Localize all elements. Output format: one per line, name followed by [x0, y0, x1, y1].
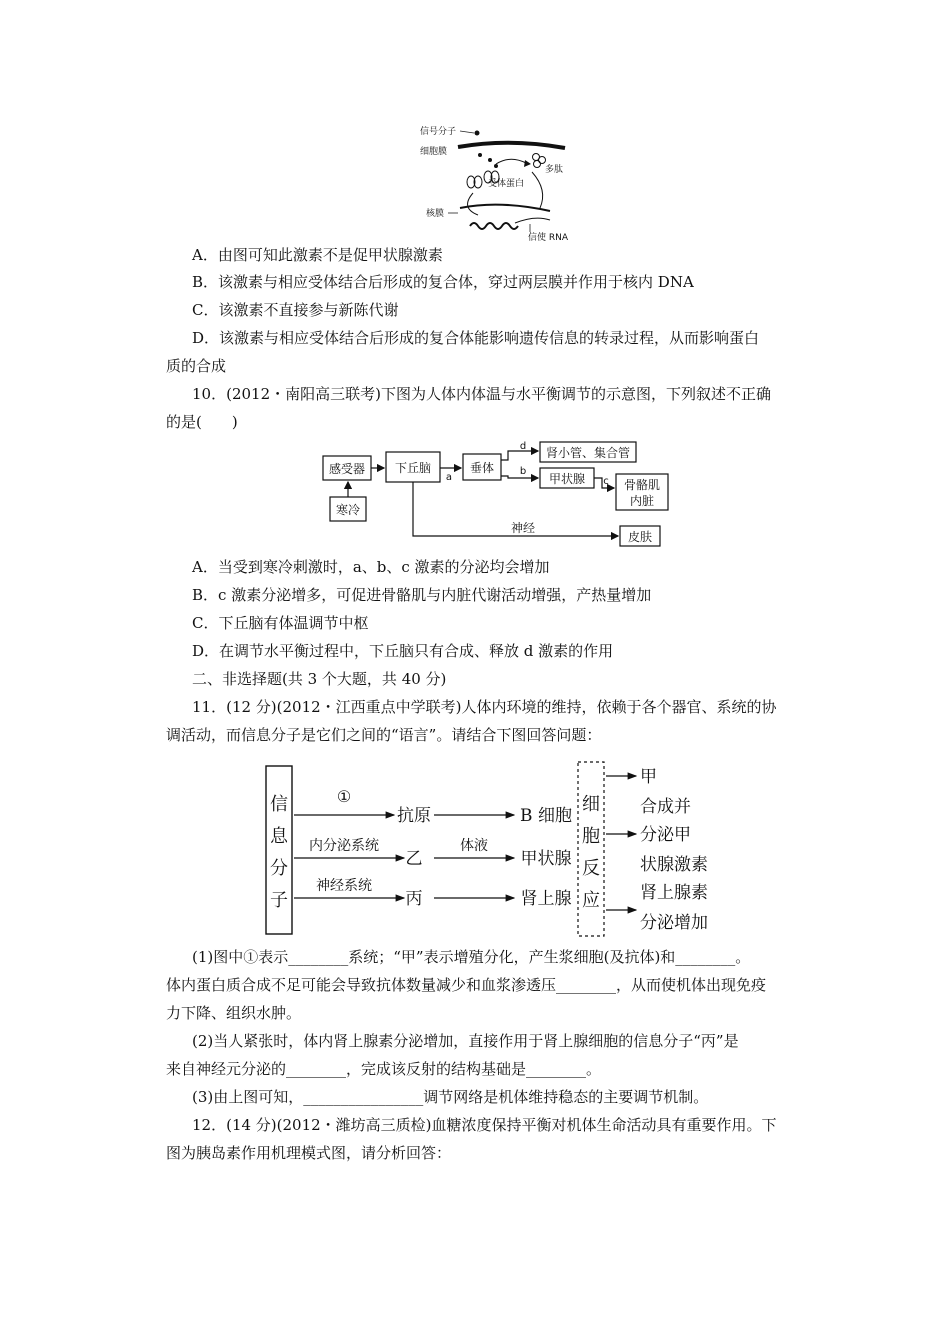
muscle-label: 骨骼肌: [623, 478, 661, 492]
polypeptide-icon: [533, 154, 546, 168]
cell-membrane-icon: [458, 143, 565, 148]
cell-membrane-label: 细胞膜: [420, 147, 448, 157]
q10-stem-line1: 10．(2012・南阳高三联考)下图为人体内体温与水平衡调节的示意图，下列叙述不正确: [192, 385, 771, 403]
q11-part2-line1: (2)当人紧张时，体内肾上腺素分泌增加，直接作用于肾上腺细胞的信息分子“丙”是: [192, 1032, 739, 1050]
cell-char-4: 应: [582, 890, 600, 911]
signal-molecule-label: 信号分子: [420, 127, 457, 137]
q12-stem-line1: 12．(14 分)(2012・潍坊高三质检)血糖浓度保持平衡对机体生命活动具有重要作用。下: [192, 1116, 777, 1134]
arrow-b-label: b: [519, 466, 527, 477]
q9-option-a: A．由图可知此激素不是促甲状腺激素: [192, 246, 443, 264]
mrna-icon: [470, 223, 518, 229]
result-line-3: 分泌甲: [640, 825, 691, 845]
body-fluid-label: 体液: [460, 838, 488, 854]
nervous-system-label: 神经系统: [316, 878, 372, 894]
hypothalamus-box-label: 下丘脑: [394, 461, 432, 475]
thyroid-label: 甲状腺: [520, 849, 572, 869]
q11-stem-line1: 11．(12 分)(2012・江西重点中学联考)人体内环境的维持，依赖于各个器官、系统的协: [192, 698, 777, 716]
result-jia-label: 甲: [640, 767, 657, 787]
info-molecule-figure: [262, 758, 732, 938]
cell-char-1: 细: [582, 794, 600, 815]
circle-one-label: ①: [336, 787, 352, 806]
thyroid-box-label: 甲状腺: [548, 472, 586, 486]
info-char-3: 分: [270, 858, 288, 879]
arrow-c-label: c: [603, 476, 609, 487]
q11-part3: (3)由上图可知，________________调节网络是机体维持稳态的主要调节机制。: [192, 1088, 709, 1106]
polypeptide-label: 多肽: [545, 165, 564, 175]
q11-part1-line1: (1)图中①表示________系统；“甲”表示增殖分化，产生浆细胞(及抗体)和________。: [192, 948, 751, 966]
result-line-2: 合成并: [640, 797, 691, 817]
nerve-label: 神经: [510, 521, 536, 535]
info-char-1: 信: [270, 794, 288, 815]
result-line-5: 肾上腺素: [640, 883, 708, 903]
adrenal-label: 肾上腺: [520, 889, 572, 909]
bing-label: 丙: [405, 889, 423, 909]
info-char-4: 子: [270, 890, 288, 911]
yi-label: 乙: [405, 849, 423, 869]
q9-option-c: C．该激素不直接参与新陈代谢: [192, 301, 399, 319]
regulation-flowchart: [318, 440, 678, 550]
arrow-a-label: a: [445, 472, 453, 483]
cold-box-label: 寒冷: [335, 503, 361, 517]
q9-option-d: D．该激素与相应受体结合后形成的复合体能影响遗传信息的转录过程，从而影响蛋白: [192, 329, 760, 347]
q10-option-c: C．下丘脑有体温调节中枢: [192, 614, 369, 632]
receptor-protein-label: 受体蛋白: [488, 179, 525, 189]
b-cell-label: B 细胞: [520, 806, 572, 826]
result-line-6: 分泌增加: [640, 913, 708, 933]
kidney-tubule-box-label: 肾小管、集合管: [545, 446, 631, 460]
antigen-label: 抗原: [397, 806, 431, 826]
pituitary-box-label: 垂体: [469, 461, 495, 475]
hormone-receptor-figure: [400, 120, 590, 245]
receptor-box-label: 感受器: [328, 462, 366, 476]
q10-option-b: B．c 激素分泌增多，可促进骨骼肌与内脏代谢活动增强，产热量增加: [192, 586, 652, 604]
section2-heading: 二、非选择题(共 3 个大题，共 40 分): [192, 670, 447, 688]
skin-box-label: 皮肤: [627, 530, 653, 544]
info-char-2: 息: [270, 826, 288, 847]
q10-option-a: A．当受到寒冷刺激时，a、b、c 激素的分泌均会增加: [192, 558, 550, 576]
q9-option-d-continued: 质的合成: [166, 357, 227, 375]
mrna-label: 信使 RNA: [528, 233, 569, 243]
q11-stem-line2: 调活动，而信息分子是它们之间的“语言”。请结合下图回答问题：: [166, 726, 602, 744]
q12-stem-line2: 图为胰岛素作用机理模式图，请分析回答：: [166, 1144, 452, 1162]
q11-part1-line2: 体内蛋白质合成不足可能会导致抗体数量减少和血浆渗透压________，从而使机体出现免疫: [166, 976, 767, 994]
q10-stem-line2: 的是( ): [166, 413, 238, 431]
q11-part1-line3: 力下降、组织水肿。: [166, 1004, 302, 1022]
nuclear-membrane-icon: [460, 205, 550, 211]
arrow-d-label: d: [519, 441, 527, 452]
signal-molecule-icon: [475, 131, 480, 136]
nuclear-membrane-label: 核膜: [426, 209, 445, 219]
q9-option-b: B．该激素与相应受体结合后形成的复合体，穿过两层膜并作用于核内 DNA: [192, 273, 694, 291]
viscera-label: 内脏: [629, 494, 655, 508]
endocrine-system-label: 内分泌系统: [309, 838, 379, 854]
cell-char-2: 胞: [582, 826, 600, 847]
result-line-4: 状腺激素: [640, 855, 708, 875]
q11-part2-line2: 来自神经元分泌的________，完成该反射的结构基础是________。: [166, 1060, 602, 1078]
cell-char-3: 反: [582, 858, 600, 879]
q10-option-d: D．在调节水平衡过程中，下丘脑只有合成、释放 d 激素的作用: [192, 642, 614, 660]
